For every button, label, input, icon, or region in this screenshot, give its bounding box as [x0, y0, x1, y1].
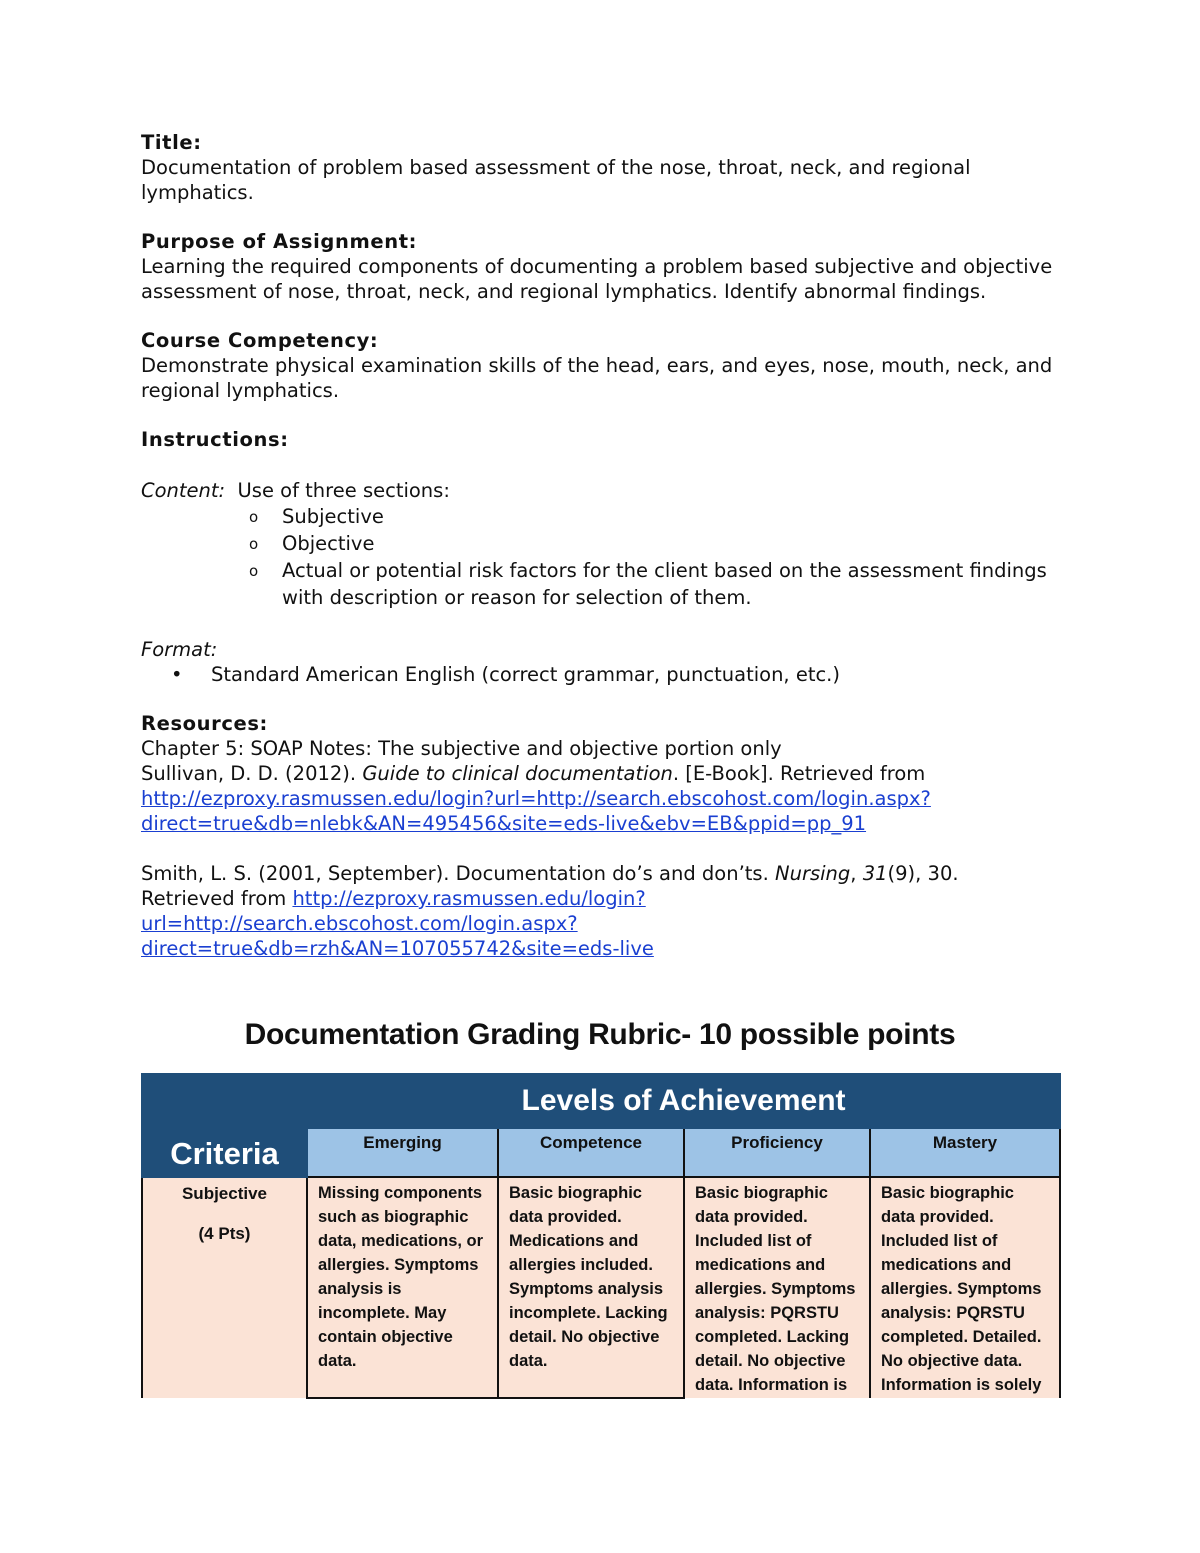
purpose-section: [141, 229, 1061, 304]
instructions-heading: Instructions:: [141, 428, 289, 451]
criterion-cell: [142, 1177, 307, 1398]
level-mastery: Mastery: [870, 1128, 1060, 1177]
level-competence: Competence: [498, 1128, 684, 1177]
format-section: [141, 637, 1061, 687]
criterion-name: Subjective: [181, 1184, 268, 1203]
resources-heading: Resources:: [141, 712, 268, 735]
format-label: Format:: [141, 638, 218, 661]
criterion-points: (4 Pts): [198, 1224, 251, 1243]
rubric-table: [141, 1073, 1061, 1399]
chapter-line: Chapter 5: SOAP Notes: The subjective and objective portion only: [141, 737, 782, 760]
reference-sullivan: Sullivan, D. D. (2012). Guide to clinical documentation. [E-Book]. Retrieved from: [141, 762, 926, 785]
rubric-cell-competence: Basic biographic data provided. Medications and allergies included. Symptoms analysis incomplete. Lacking detail. No objective data.: [498, 1177, 684, 1398]
purpose-heading: Purpose of Assignment:: [141, 230, 418, 253]
list-item: o Objective: [141, 530, 1061, 557]
content-text: Use of three sections:: [237, 479, 450, 502]
levels-header: Levels of Achievement: [307, 1074, 1060, 1128]
rubric-title: Documentation Grading Rubric- 10 possible points: [244, 1018, 956, 1051]
competency-heading: Course Competency:: [141, 329, 379, 352]
list-item: • Standard American English (correct grammar, punctuation, etc.): [171, 663, 840, 686]
list-item: o Subjective: [141, 503, 1061, 530]
competency-text: Demonstrate physical examination skills of the head, ears, and eyes, nose, mouth, neck, and regional lymphatics.: [141, 354, 1053, 402]
title-section: [141, 130, 1061, 205]
level-emerging: Emerging: [307, 1128, 498, 1177]
rubric-cell-proficiency: Basic biographic data provided. Included list of medications and allergies. Symptoms analysis: PQRSTU completed. Lacking detail. No objective data. Information is: [684, 1177, 870, 1398]
content-line: [141, 478, 1061, 503]
competency-section: [141, 328, 1061, 403]
instructions-section: [141, 427, 1061, 611]
format-list: [141, 662, 1061, 687]
title-heading: Title:: [141, 131, 202, 154]
circle-bullet-icon: o: [249, 562, 259, 580]
sullivan-link[interactable]: http://ezproxy.rasmussen.edu/login?url=http://search.ebscohost.com/login.aspx? direct=true&db=nlebk&AN=495456&site=eds-live&ebv=EB&ppid=pp_91: [141, 787, 931, 835]
circle-bullet-icon: o: [249, 535, 259, 553]
bullet-icon: •: [171, 663, 183, 686]
content-label: Content:: [141, 479, 226, 502]
title-text: Documentation of problem based assessment of the nose, throat, neck, and regional lymphatics.: [141, 156, 971, 204]
criteria-header: Criteria: [142, 1074, 307, 1177]
reference-smith: Smith, L. S. (2001, September). Documentation do’s and don’ts. Nursing, 31(9), 30. Retrieved from http://ezproxy.rasmussen.edu/login? url=http://search.ebscohost.com/login.aspx? direct=true&db=rzh&AN=107055742&site=eds-live: [141, 862, 959, 960]
table-row: [142, 1177, 1060, 1398]
resources-section: [141, 711, 1061, 961]
level-proficiency: Proficiency: [684, 1128, 870, 1177]
list-item: o Actual or potential risk factors for the client based on the assessment findings with description or reason for selection of them.: [249, 559, 1047, 609]
reference-sullivan-link: [141, 786, 1061, 836]
circle-bullet-icon: o: [249, 508, 259, 526]
document-body: [141, 130, 1061, 961]
rubric-cell-mastery: Basic biographic data provided. Included list of medications and allergies. Symptoms analysis: PQRSTU completed. Detailed. No objective data. Information is solely: [870, 1177, 1060, 1398]
sections-list: [141, 503, 1061, 611]
rubric-cell-emerging: Missing components such as biographic data, medications, or allergies. Symptoms analysis is incomplete. May contain objective data.: [307, 1177, 498, 1398]
smith-link[interactable]: http://ezproxy.rasmussen.edu/login? url=http://search.ebscohost.com/login.aspx? direct=true&db=rzh&AN=107055742&site=eds-live: [141, 887, 654, 960]
purpose-text: Learning the required components of documenting a problem based subjective and objective assessment of nose, throat, neck, and regional lymphatics. Identify abnormal findings.: [141, 255, 1053, 303]
